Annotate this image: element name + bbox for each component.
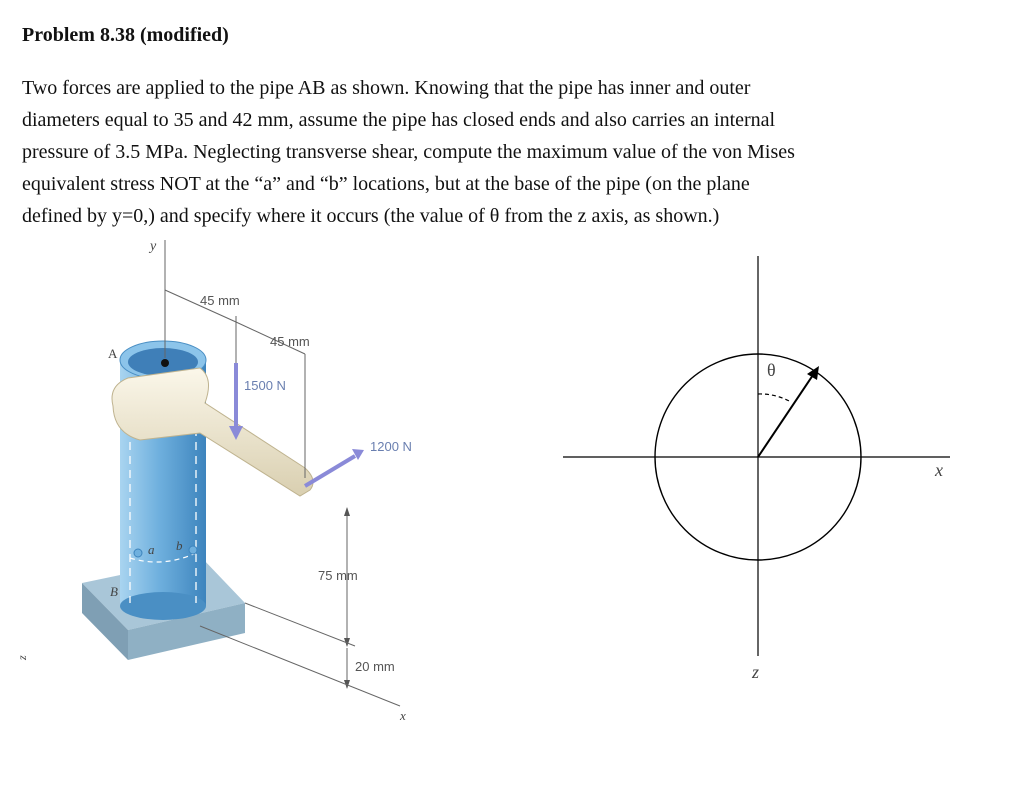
x-axis-label: x [400,708,406,723]
point-a-marker [134,549,142,557]
pipe-figure [0,228,470,748]
force-horizontal-label: 1200 N [370,439,412,454]
centre-dot [161,359,169,367]
problem-line: defined by y=0,) and specify where it occurs (the value of θ from the z axis, as shown.) [22,205,720,227]
problem-line: pressure of 3.5 MPa. Neglecting transverse shear, compute the maximum value of the von Mises [22,141,795,163]
pipe-base-ellipse [120,592,206,620]
problem-line: Two forces are applied to the pipe AB as shown. Knowing that the pipe has inner and outer [22,77,751,99]
point-b-marker [189,546,197,554]
loc-b-label: b [176,538,183,553]
dim-45-second: 45 mm [270,334,310,349]
dim-75-label: 75 mm [318,568,358,583]
theta-radius-line [758,372,815,457]
angle-diagram [555,250,965,690]
z-axis-label: z [752,662,760,682]
point-a-label: A [108,346,118,361]
problem-line: equivalent stress NOT at the “a” and “b” locations, but at the base of the pipe (on the plane [22,173,750,195]
theta-arc [758,394,791,402]
problem-title: Problem 8.38 (modified) [22,24,229,46]
force-arrow-horizontal [305,456,355,486]
x-axis-label: x [935,460,943,480]
dim-75-arrow-top [344,507,350,516]
dim-20-label: 20 mm [355,659,395,674]
y-axis-label: y [150,239,157,254]
problem-line: diameters equal to 35 and 42 mm, assume the pipe has closed ends and also carries an internal [22,109,776,131]
dim-45-first: 45 mm [200,293,240,308]
theta-label: θ [767,360,776,380]
z-axis-label: z [15,655,29,660]
problem-statement [22,72,1012,232]
dim-ext-base [245,603,355,646]
loc-a-label: a [148,542,155,557]
point-b-label: B [110,584,118,599]
force-vertical-label: 1500 N [244,378,286,393]
